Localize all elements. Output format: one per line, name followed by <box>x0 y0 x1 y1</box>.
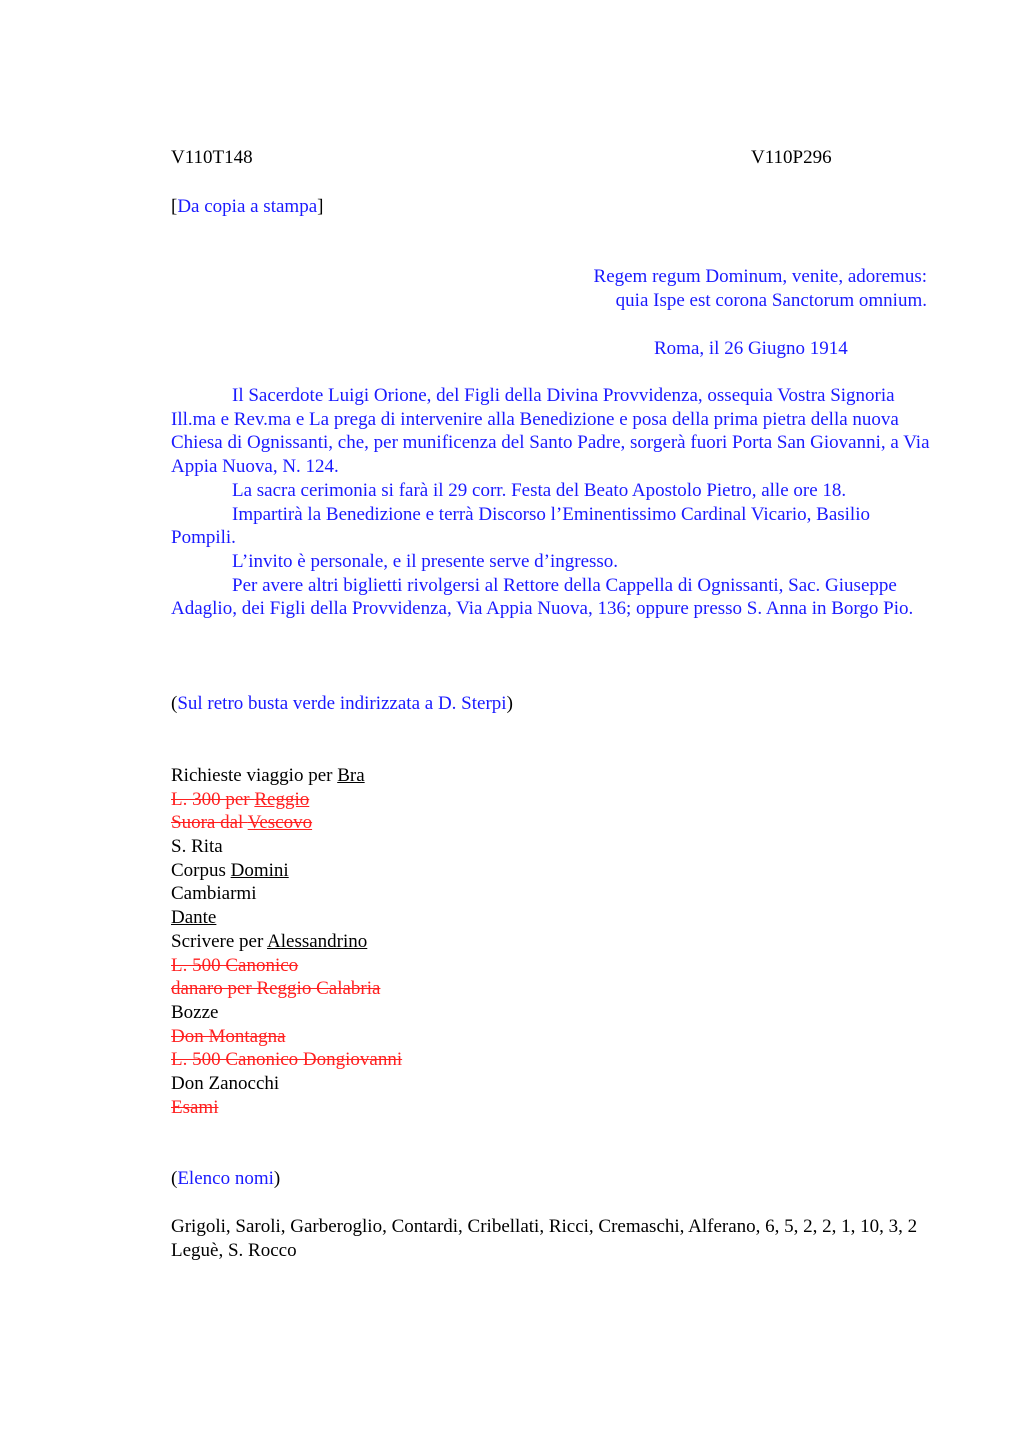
names-line-2: Leguè, S. Rocco <box>171 1239 297 1261</box>
elenco-open-paren: ( <box>171 1168 178 1189</box>
motto-line-1: Regem regum Dominum, venite, adoremus: <box>593 266 927 287</box>
note-underlined-word: Vescovo <box>247 812 313 834</box>
letter-paragraph: Per avere altri biglietti rivolgersi al Rettore della Cappella di Ognissanti, Sac. Giuseppe Adaglio, dei Figli della Provvidenza, Via Appia Nuova, 136; oppure presso S. Anna in Borgo Pio. <box>171 574 914 620</box>
note-item: Bozze <box>171 1001 219 1023</box>
letter-paragraph: La sacra cerimonia si farà il 29 corr. Festa del Beato Apostolo Pietro, alle ore 18. <box>232 479 847 501</box>
note-item-struck: Esami <box>171 1096 219 1118</box>
document-page <box>171 0 931 1450</box>
elenco-close-paren: ) <box>273 1168 281 1189</box>
latin-motto <box>171 265 931 312</box>
note-item-struck <box>171 811 931 835</box>
note-text: Corpus <box>171 859 231 881</box>
note-item <box>171 930 931 954</box>
names-line-1: Grigoli, Saroli, Garberoglio, Contardi, Cribellati, Ricci, Cremaschi, Alferano, 6, 5, 2, 2, 1, 10, 3, 2 <box>171 1216 918 1237</box>
note-item: Cambiarmi <box>171 883 257 905</box>
note-item-struck <box>171 788 931 812</box>
letter-paragraph: L’invito è personale, e il presente serve d’ingresso. <box>232 550 619 572</box>
header-codes <box>171 146 931 170</box>
source-note-close-bracket: ] <box>317 196 324 217</box>
retro-note-close-paren: ) <box>506 693 513 714</box>
note-underlined-word: Alessandrino <box>267 930 368 952</box>
right-reference-code: V110P296 <box>751 147 832 168</box>
notes-list <box>171 764 931 1119</box>
motto-line-2: quia Ispe est corona Sanctorum omnium. <box>615 289 927 311</box>
note-text: L. 300 per <box>171 788 255 810</box>
retro-note-open-paren: ( <box>171 693 178 714</box>
letter-paragraph: Il Sacerdote Luigi Orione, del Figli della Divina Provvidenza, ossequia Vostra Signoria Ill.ma e Rev.ma e La prega di intervenire alla Benedizione e posa della prima pietra della nuova Chiesa di Ognissanti, che, per munificenza del Santo Padre, sorgerà fuori Porta San Giovanni, a Via Appia Nuova, N. 124. <box>171 385 930 478</box>
note-item <box>171 906 931 930</box>
note-item-struck: L. 500 Canonico Dongiovanni <box>171 1049 403 1071</box>
note-item-struck: danaro per Reggio Calabria <box>171 978 381 1000</box>
note-underlined-word: Dante <box>171 907 217 929</box>
note-underlined-word: Reggio <box>254 788 310 810</box>
letter-paragraph: Impartirà la Benedizione e terrà Discorso l’Eminentissimo Cardinal Vicario, Basilio Pompili. <box>171 503 870 549</box>
note-item: S. Rita <box>171 836 223 858</box>
names-list-heading <box>171 1167 931 1191</box>
source-note <box>171 195 931 219</box>
note-text: Scrivere per <box>171 930 268 952</box>
note-item-struck: Don Montagna <box>171 1025 286 1047</box>
note-underlined-word: Bra <box>337 765 365 786</box>
left-reference-code: V110T148 <box>171 147 253 168</box>
note-text: Richieste viaggio per <box>171 765 338 786</box>
retro-note <box>171 692 931 716</box>
note-item: Don Zanocchi <box>171 1072 280 1094</box>
note-item <box>171 859 931 883</box>
note-underlined-word: Domini <box>230 859 289 881</box>
dateline-text: Roma, il 26 Giugno 1914 <box>654 338 848 359</box>
note-item <box>171 764 931 788</box>
note-text: Suora dal <box>171 812 248 834</box>
note-item-struck: L. 500 Canonico <box>171 954 299 976</box>
invitation-letter <box>171 384 931 621</box>
source-note-text: Da copia a stampa <box>177 196 318 217</box>
elenco-heading-text: Elenco nomi <box>177 1168 274 1189</box>
retro-note-text: Sul retro busta verde indirizzata a D. Sterpi <box>177 693 507 714</box>
source-note-open-bracket: [ <box>171 196 178 217</box>
names-list <box>171 1215 931 1262</box>
